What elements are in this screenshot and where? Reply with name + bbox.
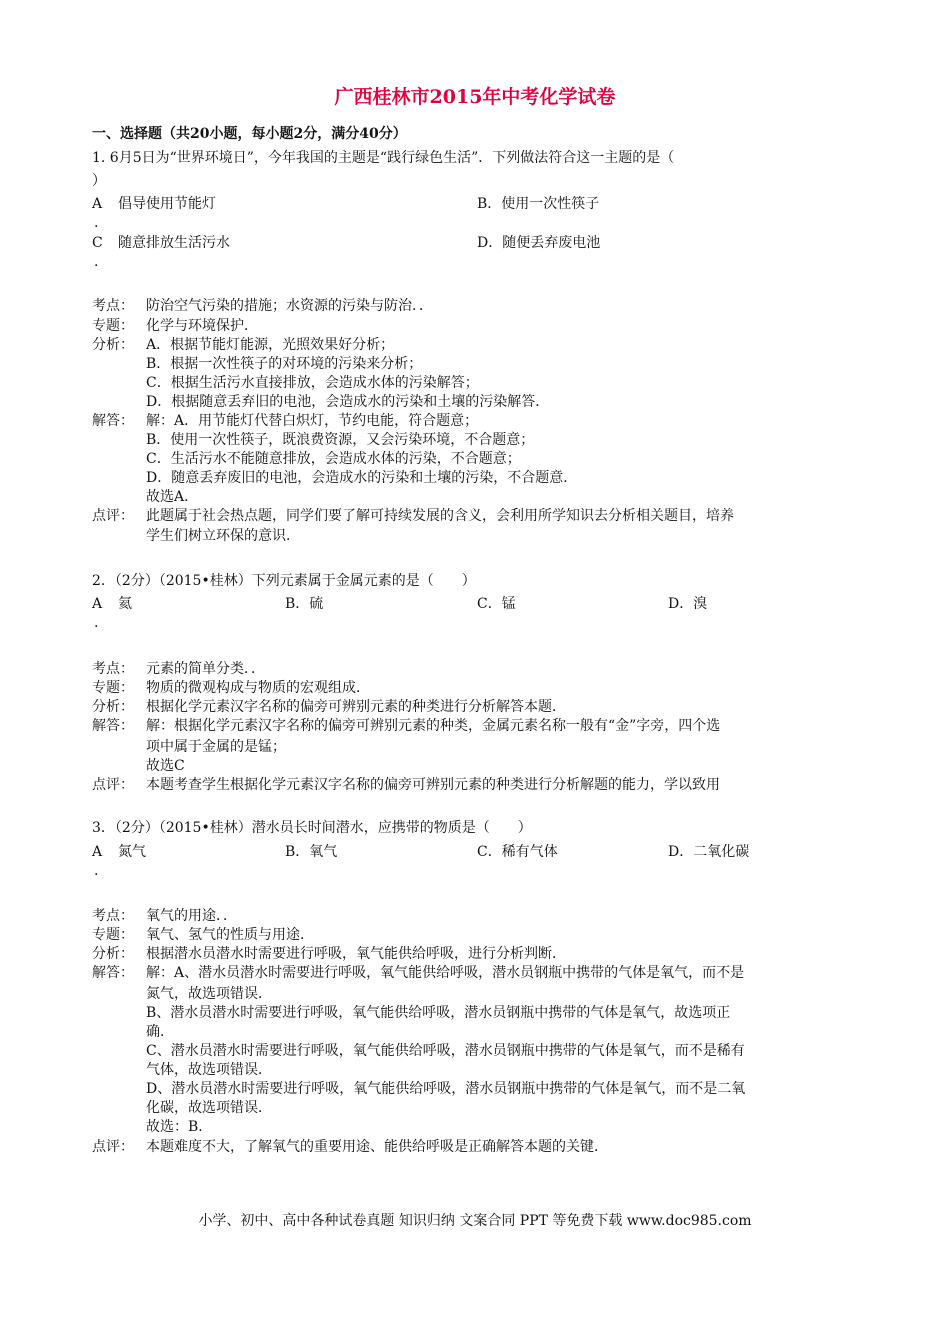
q3-kaodian-label: 考点： [92,908,134,924]
q3-option-b: B．氧气 [285,844,338,860]
q2-option-a: 氦 [118,596,132,612]
q3-zhuanti-label: 专题： [92,927,134,943]
q1-fenxi-line: D．根据随意丢弃旧的电池，会造成水的污染和土壤的污染解答． [146,394,550,410]
q3-dianping-label: 点评： [92,1139,134,1155]
q3-jieda-line: 气体，故选项错误． [146,1062,272,1078]
q3-option-a-dot: . [94,863,99,879]
q3-dianping: 本题难度不大，了解氧气的重要用途、能供给呼吸是正确解答本题的关键． [146,1139,608,1155]
q2-jieda-label: 解答： [92,718,134,734]
q1-kaodian-label: 考点： [92,298,134,314]
q1-option-c: 随意排放生活污水 [118,235,230,251]
q1-jieda-line: C．生活污水不能随意排放，会造成水体的污染，不合题意； [146,451,521,467]
q2-jieda-line: 解：根据化学元素汉字名称的偏旁可辨别元素的种类，金属元素名称一般有“金”字旁，四个选 [146,718,721,734]
q2-fenxi: 根据化学元素汉字名称的偏旁可辨别元素的种类进行分析解答本题． [146,699,566,715]
q1-fenxi-line: A．根据节能灯能源，光照效果好分析； [146,337,395,353]
q1-fenxi-line: C．根据生活污水直接排放，会造成水体的污染解答； [146,375,479,391]
q1-option-c-dot: . [94,254,99,270]
page-footer: 小学、初中、高中各种试卷真题 知识归纳 文案合同 PPT 等免费下载 www.doc985.com [198,1213,752,1229]
page-title: 广西桂林市2015年中考化学试卷 [334,86,616,108]
section-heading: 一、选择题（共20小题，每小题2分，满分40分） [92,126,407,142]
q1-jieda-line: 故选A． [146,489,199,505]
q2-zhuanti: 物质的微观构成与物质的宏观组成． [146,680,370,696]
q2-dianping: 本题考查学生根据化学元素汉字名称的偏旁可辨别元素的种类进行分析解题的能力，学以致用 [146,777,720,793]
q1-option-a-dot: . [94,215,99,231]
q1-zhuanti-label: 专题： [92,318,134,334]
q2-fenxi-label: 分析： [92,699,134,715]
q3-jieda-line: 确． [146,1024,174,1040]
q2-stem: 2．（2分）（2015•桂林）下列元素属于金属元素的是（ ） [92,573,476,589]
q2-kaodian-label: 考点： [92,661,134,677]
q1-option-c-letter: C [92,235,103,251]
q3-jieda-line: 故选：B． [146,1119,213,1135]
q2-option-a-letter: A [92,596,103,612]
q3-kaodian: 氧气的用途．． [146,908,237,924]
q1-stem-line1: 1. 6月5日为“世界环境日”，今年我国的主题是“践行绿色生活”．下列做法符合这一主题的是（ [92,150,675,166]
q1-zhuanti: 化学与环境保护． [146,318,258,334]
q3-zhuanti: 氧气、氢气的性质与用途． [146,927,314,943]
q3-jieda-label: 解答： [92,965,134,981]
q1-stem-line2: ） [92,173,106,189]
q1-jieda-line: B．使用一次性筷子，既浪费资源，又会污染环境，不合题意； [146,432,535,448]
q1-dianping-line: 此题属于社会热点题，同学们要了解可持续发展的含义，会利用所学知识去分析相关题目，培养 [146,508,734,524]
q2-dianping-label: 点评： [92,777,134,793]
q2-option-a-dot: . [94,615,99,631]
q1-option-a: 倡导使用节能灯 [118,196,216,212]
q2-jieda-line: 故选C [146,758,185,774]
q1-jieda-line: D．随意丢弃废旧的电池，会造成水的污染和土壤的污染，不合题意． [146,470,578,486]
q3-jieda-line: 化碳，故选项错误． [146,1100,272,1116]
q3-stem: 3．（2分）（2015•桂林）潜水员长时间潜水，应携带的物质是（ ） [92,820,532,836]
q3-option-a: 氮气 [118,844,146,860]
q1-jieda-label: 解答： [92,413,134,429]
q3-option-a-letter: A [92,844,103,860]
q1-fenxi-line: B．根据一次性筷子的对环境的污染来分析； [146,356,423,372]
q3-fenxi: 根据潜水员潜水时需要进行呼吸，氧气能供给呼吸，进行分析判断． [146,946,566,962]
q2-option-d: D．溴 [668,596,708,612]
q3-fenxi-label: 分析： [92,946,134,962]
q2-option-b: B．硫 [285,596,324,612]
q3-jieda-line: C、潜水员潜水时需要进行呼吸，氧气能供给呼吸，潜水员钢瓶中携带的气体是氧气，而不是稀有 [146,1043,745,1059]
q1-fenxi-label: 分析： [92,337,134,353]
q1-dianping-line: 学生们树立环保的意识． [146,528,300,544]
q1-option-a-letter: A [92,196,103,212]
q2-kaodian: 元素的简单分类．． [146,661,265,677]
q1-kaodian: 防治空气污染的措施；水资源的污染与防治．． [146,298,433,314]
q1-option-d: D．随便丢弃废电池 [477,235,601,251]
q1-option-b: B．使用一次性筷子 [477,196,600,212]
q2-jieda-line: 项中属于金属的是锰； [146,739,286,755]
q3-jieda-line: B、潜水员潜水时需要进行呼吸，氧气能供给呼吸，潜水员钢瓶中携带的气体是氧气，故选项正 [146,1005,731,1021]
q1-dianping-label: 点评： [92,508,134,524]
q1-jieda-line: 解：A．用节能灯代替白炽灯，节约电能，符合题意； [146,413,479,429]
q2-option-c: C．锰 [477,596,516,612]
q3-option-d: D．二氧化碳 [668,844,750,860]
q3-option-c: C．稀有气体 [477,844,558,860]
q2-zhuanti-label: 专题： [92,680,134,696]
q3-jieda-line: 氮气，故选项错误． [146,986,272,1002]
q3-jieda-line: 解：A、潜水员潜水时需要进行呼吸，氧气能供给呼吸，潜水员钢瓶中携带的气体是氧气，而不是 [146,965,745,981]
q3-jieda-line: D、潜水员潜水时需要进行呼吸，氧气能供给呼吸，潜水员钢瓶中携带的气体是氧气，而不是二氧 [146,1081,746,1097]
